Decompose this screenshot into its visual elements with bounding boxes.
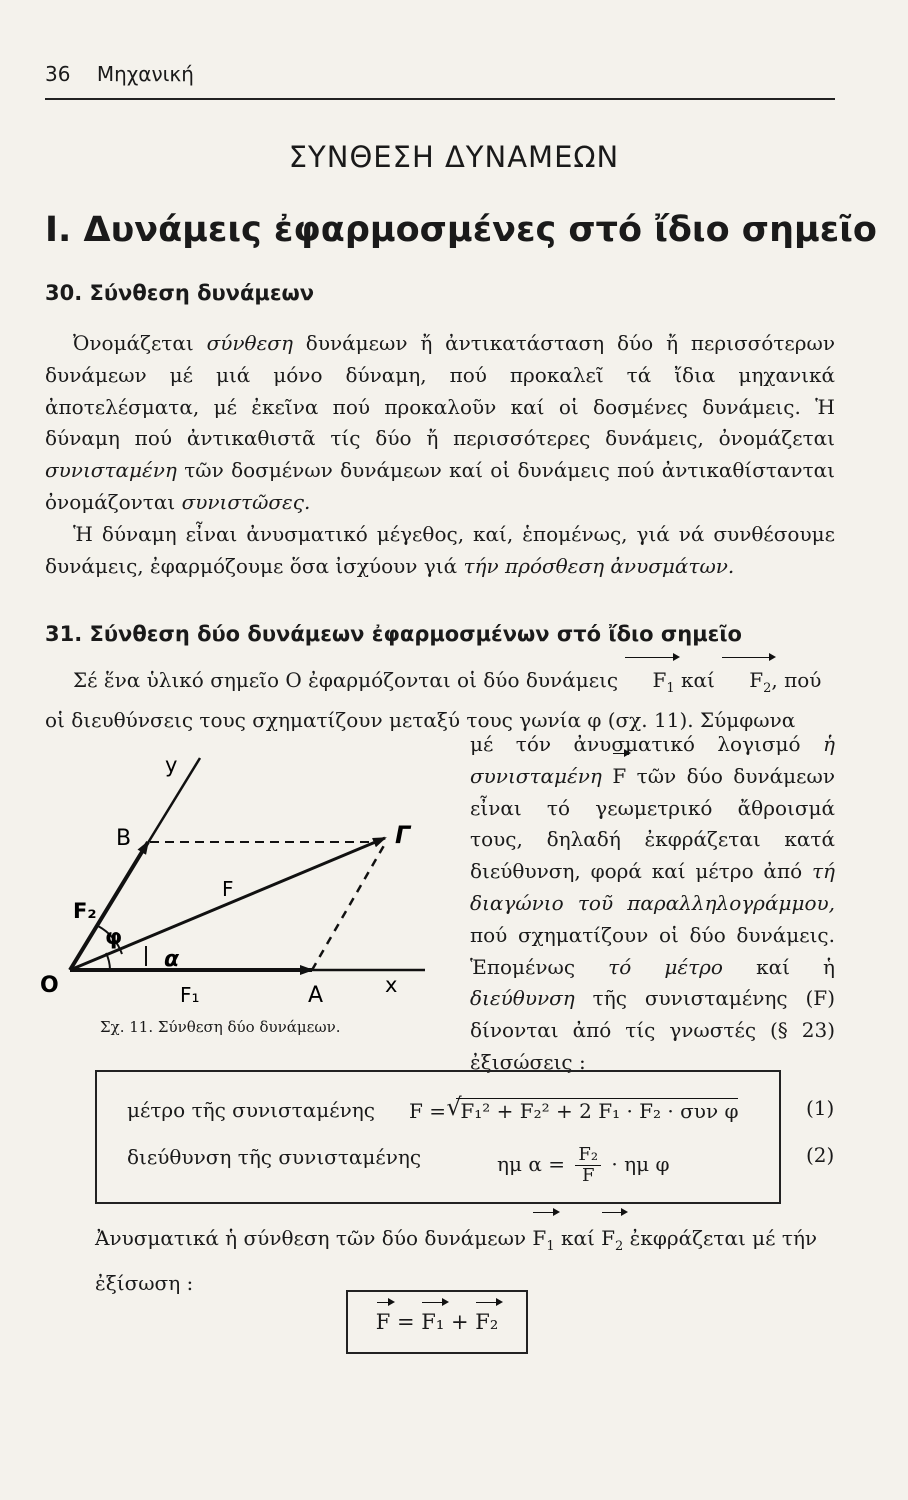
vector-F: F bbox=[612, 761, 626, 793]
label-x: x bbox=[385, 973, 398, 997]
sqrt-sign: √ bbox=[446, 1093, 462, 1121]
text: τῶν δοσμένων δυνάμεων καί οἱ δυνάμεις πού ἀντικαθίστανται ὀνομάζονται bbox=[45, 458, 835, 514]
label-F1: F₁ bbox=[180, 983, 200, 1007]
text: καί bbox=[554, 1226, 602, 1250]
emphasis: ἡ συνισταμένη bbox=[470, 732, 835, 788]
header-rule bbox=[45, 98, 835, 100]
label-B: B bbox=[116, 826, 132, 851]
vector-equation bbox=[348, 1310, 526, 1334]
text: Ἀνυσματικά ἡ σύνθεση τῶν δύο δυνάμεων bbox=[95, 1226, 533, 1250]
formula-2-expression bbox=[497, 1145, 669, 1186]
section-30-paragraph-2 bbox=[45, 519, 835, 583]
emphasis: συνιστῶσες. bbox=[181, 489, 311, 514]
formula-2-rhs: · ημ φ bbox=[611, 1152, 670, 1176]
fraction-denominator: F bbox=[581, 1165, 595, 1186]
text: ἐκφράζεται μέ τήν ἐξίσωση : bbox=[95, 1226, 818, 1295]
vector-F: F bbox=[375, 1310, 391, 1334]
vector-F1: $F_1$ bbox=[624, 665, 674, 705]
emphasis: τό μέτρο bbox=[608, 954, 723, 979]
formula-1-expression bbox=[409, 1093, 739, 1123]
force-parallelogram-figure bbox=[40, 740, 460, 1015]
equals-sign: = bbox=[397, 1310, 422, 1334]
vector-F2: $F_2$ bbox=[601, 1220, 623, 1265]
text: , πού bbox=[771, 668, 822, 692]
section-31-right-column bbox=[470, 729, 835, 1079]
emphasis: τήν πρόσθεση ἀνυσμάτων. bbox=[463, 553, 735, 578]
text: καί bbox=[674, 668, 722, 692]
running-title: Μηχανική bbox=[96, 62, 194, 86]
formula-1-rhs: F₁² + F₂² + 2 F₁ · F₂ · συν φ bbox=[460, 1099, 739, 1123]
formula-box bbox=[95, 1070, 781, 1204]
plus-sign: + bbox=[450, 1310, 476, 1334]
formula-2-label: διεύθυνση τῆς συνισταμένης bbox=[127, 1145, 422, 1169]
text: πού σχηματίζουν οἱ δύο δυνάμεις. Ἑπομένως bbox=[470, 922, 835, 979]
label-O: O bbox=[40, 973, 59, 998]
text: καί ἡ bbox=[722, 954, 836, 979]
text: Ὀνομάζεται bbox=[73, 331, 207, 355]
formula-1-label: μέτρο τῆς συνισταμένης bbox=[127, 1098, 375, 1122]
section-31-heading: 31. Σύνθεση δύο δυνάμεων ἐφαρμοσμένων στό ἴδιο σημεῖο bbox=[45, 622, 742, 646]
section-30-paragraph-1 bbox=[45, 328, 835, 519]
vector-equation-box bbox=[346, 1290, 528, 1354]
label-y: y bbox=[165, 753, 178, 777]
section-30-heading: 30. Σύνθεση δυνάμεων bbox=[45, 281, 315, 305]
label-F2: F₂ bbox=[73, 899, 97, 923]
vector-F2: F₂ bbox=[475, 1310, 499, 1334]
text: μέ τόν ἀνυσματικό λογισμό bbox=[470, 732, 824, 756]
text: τῶν δύο δυνάμεων εἶναι τό γεωμετρικό ἄθροισμά τους, δηλαδή ἐκφράζεται κατά διεύθυνση, φορά καί μέτρο ἀπό bbox=[470, 763, 835, 884]
formula-2-lhs: ημ α = bbox=[497, 1152, 565, 1176]
figure-caption: Σχ. 11. Σύνθεση δύο δυνάμεων. bbox=[100, 1018, 341, 1036]
section-31-intro bbox=[45, 665, 835, 737]
formula-1-radicand bbox=[446, 1093, 739, 1123]
label-alpha: α bbox=[164, 947, 180, 972]
formula-2-fraction bbox=[575, 1145, 601, 1186]
emphasis: τή διαγώνιο τοῦ παραλληλογράμμου, bbox=[470, 859, 835, 915]
vector-F1: F₁ bbox=[421, 1310, 445, 1334]
chapter-title: Ι. Δυνάμεις ἐφαρμοσμένες στό ἴδιο σημεῖο bbox=[45, 210, 877, 250]
text: τῆς συνισταμένης (F) δίνονται ἀπό τίς γνωστές (§ 23) ἐξισώσεις : bbox=[470, 986, 835, 1074]
label-phi: φ bbox=[105, 925, 123, 950]
section-31-line-2: οἱ διευθύνσεις τους σχηματίζουν μεταξύ τους γωνία φ (σχ. 11). Σύμφωνα bbox=[45, 707, 796, 732]
label-A: A bbox=[308, 983, 324, 1008]
closing-paragraph bbox=[95, 1220, 835, 1301]
running-head bbox=[45, 62, 194, 86]
dashed-side-right bbox=[312, 842, 386, 970]
section-31-line-1 bbox=[45, 665, 835, 705]
equation-number-2: (2) bbox=[806, 1143, 835, 1167]
text: Ἡ δύναμη εἶναι ἀνυσματικό μέγεθος, καί, ἑπομένως, γιά νά συνθέσουμε δυνάμεις, ἐφαρμόζουμε ὅσα ἰσχύουν γιά bbox=[45, 521, 835, 578]
emphasis: σύνθεση bbox=[206, 331, 293, 355]
label-Gamma: Γ bbox=[395, 821, 411, 849]
text: δυνάμεων ἤ ἀντικατάσταση δύο ἤ περισσότερων δυνάμεων μέ μιά μόνο δύναμη, πού προκαλεῖ τά ἴδια μηχανικά ἀποτελέσματα, μέ ἐκεῖνα πού προκαλοῦν καί οἱ δοσμένες δυνάμεις. Ἡ δύναμη πού ἀντικαθιστᾶ τίς δύο ἤ περισσότερες δυνάμεις, ὀνομάζεται bbox=[45, 331, 835, 451]
section-title: ΣΥΝΘΕΣΗ ΔΥΝΑΜΕΩΝ bbox=[288, 140, 620, 174]
page-number: 36 bbox=[45, 62, 71, 86]
emphasis: διεύθυνση bbox=[470, 986, 575, 1011]
emphasis: συνισταμένη bbox=[45, 458, 177, 483]
text: Σέ ἕνα ὑλικό σημεῖο Ο ἐφαρμόζονται οἱ δύο δυνάμεις bbox=[73, 668, 625, 692]
section-30-body bbox=[45, 328, 835, 582]
fraction-numerator: F₂ bbox=[575, 1145, 601, 1166]
equation-number-1: (1) bbox=[806, 1096, 835, 1120]
vector-F1: $F_1$ bbox=[532, 1220, 554, 1265]
label-F: F bbox=[222, 877, 234, 901]
resultant-arrow bbox=[70, 838, 385, 970]
vector-F2: $F_2$ bbox=[721, 665, 771, 705]
alpha-arc bbox=[106, 953, 110, 970]
formula-1-lhs: F = bbox=[409, 1099, 446, 1123]
